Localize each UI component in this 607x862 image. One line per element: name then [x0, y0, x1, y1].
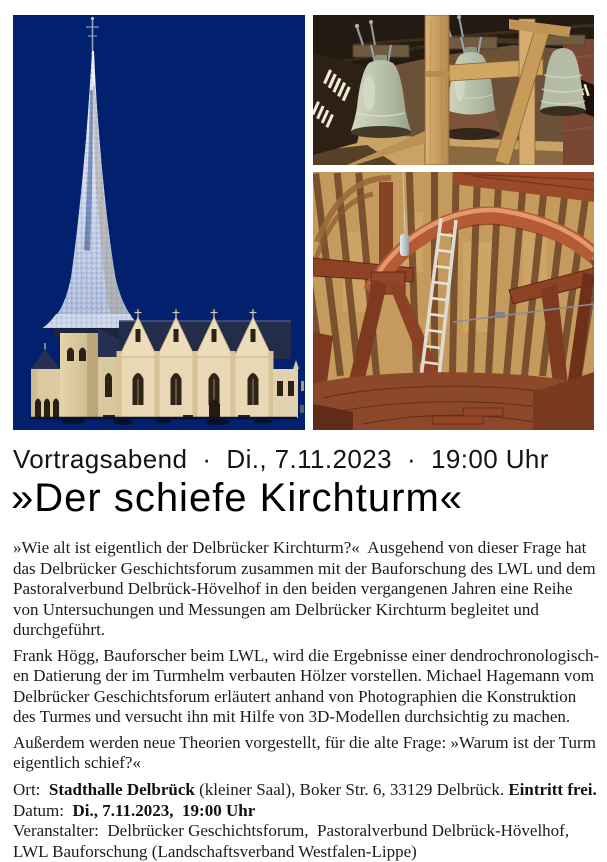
ort-admission: Eintritt frei.	[508, 780, 597, 799]
event-date: Di., 7.11.2023	[226, 444, 392, 474]
paragraph	[13, 646, 599, 728]
veranstalter-orgs-2: LWL Bauforschung (Landschaftsverband Westfalen-Lippe)	[13, 841, 417, 861]
church-night-photo	[13, 15, 305, 430]
bells-illustration	[313, 15, 594, 165]
text-line: »Wie alt ist eigentlich der Delbrücker Kirchturm?« Ausgehend von dieser Frage hat	[13, 538, 587, 557]
text-line: das Delbrücker Geschichtsforum zusammen mit der Bauforschung des LWL und dem	[13, 558, 596, 578]
detail-datum	[13, 801, 603, 822]
event-details	[13, 780, 603, 862]
text-line: en Datierung der im Turmhelm verbauten Hölzer vorstellen. Michael Hagemann vom	[13, 666, 595, 685]
veranstalter-label: Veranstalter:	[13, 821, 108, 841]
dot-separator: ·	[406, 444, 417, 474]
detail-veranstalter	[13, 821, 603, 842]
plank-floor	[313, 372, 594, 430]
text-line: Frank Högg, Bauforscher beim LWL, wird die Ergebnisse einer dendrochronologisch-	[13, 645, 600, 665]
church-aisle	[98, 329, 119, 418]
event-type: Vortragsabend	[13, 444, 188, 474]
body-text	[13, 538, 599, 779]
text-line: des Turmes und versucht ihn mit Hilfe von 3D-Modellen durchsichtig zu machen.	[13, 707, 571, 726]
datum-value: Di., 7.11.2023, 19:00 Uhr	[72, 800, 256, 820]
event-kicker-line	[13, 444, 549, 475]
event-time: 19:00 Uhr	[431, 444, 549, 474]
bells-photo	[313, 15, 594, 165]
page-title: »Der schiefe Kirchturm«	[11, 476, 464, 520]
ort-venue: Stadthalle Delbrück	[48, 780, 195, 799]
church-night-illustration	[13, 15, 305, 430]
veranstalter-orgs: Delbrücker Geschichtsforum, Pastoralverbund Delbrück-Hövelhof,	[107, 821, 570, 841]
text-line: Delbrücker Geschichtsforum erläutert anhand von Photographien die Konstruktion	[13, 686, 577, 706]
datum-label: Datum:	[13, 800, 73, 820]
ort-address: (kleiner Saal), Boker Str. 6, 33129 Delbrück.	[194, 780, 509, 799]
text-line: Pastoralverbund Delbrück-Hövelhof in den beiden vergangenen Jahren eine Reihe	[13, 579, 573, 598]
framework-illustration	[313, 172, 594, 430]
dot-separator: ·	[202, 444, 212, 474]
text-line: von Untersuchungen und Messungen am Delbrücker Kirchturm begleitet und	[13, 599, 539, 619]
ort-label: Ort:	[13, 780, 49, 799]
detail-ort	[13, 780, 603, 801]
text-line: Außerdem werden neue Theorien vorgestellt, für die alte Frage: »Warum ist der Turm	[13, 732, 596, 752]
text-line: eigentlich schief?«	[13, 753, 141, 772]
detail-veranstalter-2	[13, 842, 603, 862]
paragraph	[13, 733, 599, 774]
paragraph	[13, 538, 599, 641]
timber-framework-photo	[313, 172, 594, 430]
text-line: durchgeführt.	[13, 620, 106, 639]
